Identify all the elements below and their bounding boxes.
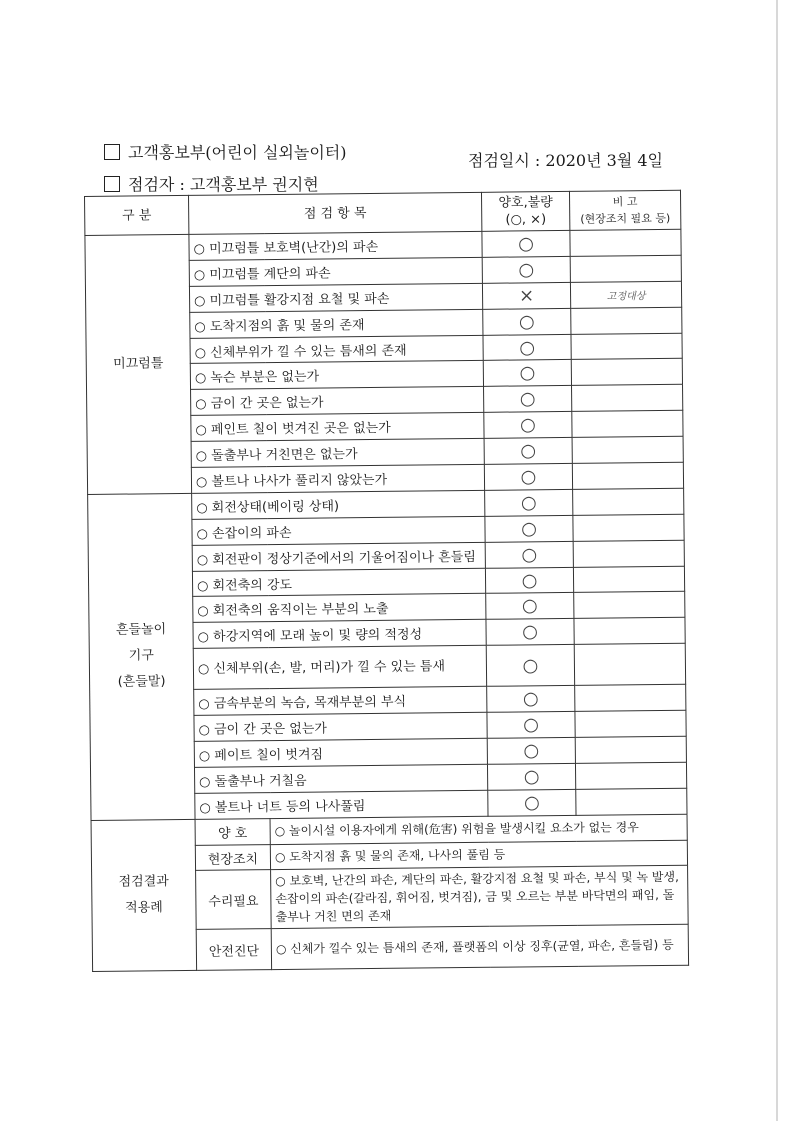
result-mark[interactable]: ○ [484, 386, 572, 413]
result-mark[interactable]: ○ [485, 489, 573, 516]
check-item: ○ 페이트 칠이 벗겨짐 [194, 738, 487, 767]
check-item: ○ 도착지점의 흙 및 물의 존재 [190, 309, 483, 338]
result-mark[interactable]: ○ [487, 763, 575, 790]
note-cell[interactable]: 고정대상 [570, 281, 681, 308]
note-cell[interactable] [573, 540, 684, 567]
check-item: ○ 금이 간 곳은 없는가 [194, 712, 487, 741]
result-mark[interactable]: ○ [487, 712, 575, 739]
result-mark[interactable]: × [482, 282, 570, 309]
section-category: 흔들놀이 기구 (흔들말) [88, 493, 195, 820]
note-cell[interactable] [575, 762, 686, 789]
result-description: ○ 신체가 낄수 있는 틈새의 존재, 플랫폼의 이상 징후(균열, 파손, 흔들림) 등 [271, 925, 688, 970]
note-cell[interactable] [576, 788, 687, 815]
check-item: ○ 회전상태(베이링 상태) [192, 490, 485, 519]
result-mark[interactable]: ○ [483, 334, 571, 361]
result-mark[interactable]: ○ [488, 789, 576, 816]
result-mark[interactable]: ○ [483, 360, 571, 387]
header-result: 양호,불량 (○, ×) [481, 191, 569, 231]
result-mark[interactable]: ○ [484, 438, 572, 465]
check-item: ○ 볼트나 너트 등의 나사풀림 [195, 790, 488, 819]
note-cell[interactable] [570, 255, 681, 282]
note-cell[interactable] [575, 710, 686, 737]
result-mark[interactable]: ○ [483, 308, 571, 335]
header-item: 점 검 항 목 [188, 192, 481, 234]
check-item: ○ 미끄럼틀 활강지점 요철 및 파손 [189, 283, 482, 312]
check-item: ○ 회전축의 움직이는 부분의 노출 [193, 594, 486, 623]
result-mark[interactable]: ○ [484, 412, 572, 439]
result-mark[interactable]: ○ [487, 737, 575, 764]
check-item: ○ 하강지역에 모래 높이 및 량의 적정성 [193, 620, 486, 649]
result-mark[interactable]: ○ [485, 541, 573, 568]
note-cell[interactable] [575, 684, 686, 711]
check-item: ○ 미끄럼틀 보호벽(난간)의 파손 [189, 231, 482, 260]
scan-edge-line [776, 0, 778, 1121]
result-mark[interactable]: ○ [482, 256, 570, 283]
note-cell[interactable] [573, 488, 684, 515]
note-cell[interactable] [574, 592, 685, 619]
check-item: ○ 금속부분의 녹슴, 목재부분의 부식 [194, 687, 487, 716]
check-item: ○ 미끄럼틀 계단의 파손 [189, 257, 482, 286]
result-description: ○ 놀이시설 이용자에게 위해(危害) 위험을 발생시킬 요소가 없는 경우 [270, 814, 687, 844]
check-item: ○ 신체부위(손, 발, 머리)가 낄 수 있는 틈새 [193, 646, 486, 690]
result-label: 수리필요 [196, 870, 272, 930]
check-item: ○ 돌출부나 거칠음 [194, 764, 487, 793]
check-item: ○ 회전축의 강도 [192, 568, 485, 597]
result-label: 안전진단 [196, 929, 271, 971]
check-item: ○ 페인트 칠이 벗겨진 곳은 없는가 [191, 413, 484, 442]
check-item: ○ 회전판이 정상기준에서의 기울어짐이나 흔들림 [192, 542, 485, 571]
section-category: 미끄럼틀 [85, 234, 192, 494]
note-cell[interactable] [574, 618, 685, 645]
result-mark[interactable]: ○ [482, 230, 570, 257]
note-cell[interactable] [572, 436, 683, 463]
note-cell[interactable] [572, 385, 683, 412]
inspector-line [104, 172, 319, 195]
facility-line [104, 140, 347, 163]
inspection-sheet [84, 190, 688, 984]
inspection-table [84, 190, 689, 973]
table-header-row [85, 190, 681, 235]
result-mark[interactable]: ○ [486, 645, 574, 687]
note-cell[interactable] [573, 566, 684, 593]
inspector-label: 점검자 : 고객홍보부 권지현 [128, 175, 319, 194]
result-mark[interactable]: ○ [486, 619, 574, 646]
result-label: 현장조치 [195, 844, 270, 871]
result-description: ○ 보호벽, 난간의 파손, 계단의 파손, 활강지점 요철 및 파손, 부식 및 녹 발생, 손잡이의 파손(갈라짐, 휘어짐, 벗겨짐), 금 및 오르는 부분 바닥면의 패임, 돌출부나 거친 면의 존재 [271, 866, 689, 929]
note-cell[interactable] [571, 359, 682, 386]
check-item: ○ 돌출부나 거친면은 없는가 [191, 438, 484, 467]
note-cell[interactable] [572, 410, 683, 437]
note-cell[interactable] [574, 643, 685, 685]
facility-label: 고객홍보부(어린이 실외놀이터) [128, 143, 347, 162]
note-cell[interactable] [575, 736, 686, 763]
result-label: 양 호 [195, 818, 270, 845]
result-mark[interactable]: ○ [486, 593, 574, 620]
check-item: ○ 볼트나 나사가 풀리지 않았는가 [191, 464, 484, 493]
header-note: 비 고 (현장조치 필요 등) [569, 190, 680, 230]
note-cell[interactable] [573, 514, 684, 541]
inspection-date: 점검일시 : 2020년 3월 4일 [468, 151, 664, 170]
result-mark[interactable]: ○ [484, 463, 572, 490]
checkbox-inspector[interactable] [104, 176, 120, 192]
result-mark[interactable]: ○ [485, 515, 573, 542]
result-description: ○ 도착지점 흙 및 물의 존재, 나사의 풀림 등 [270, 840, 687, 870]
note-cell[interactable] [570, 229, 681, 256]
result-mark[interactable]: ○ [487, 686, 575, 713]
checkbox-facility[interactable] [104, 144, 120, 160]
note-cell[interactable] [571, 333, 682, 360]
note-cell[interactable] [572, 462, 683, 489]
results-category: 점검결과 적용례 [91, 819, 197, 972]
note-cell[interactable] [571, 307, 682, 334]
check-item: ○ 금이 간 곳은 없는가 [191, 387, 484, 416]
check-item: ○ 손잡이의 파손 [192, 516, 485, 545]
result-mark[interactable]: ○ [485, 567, 573, 594]
check-item: ○ 녹슨 부분은 없는가 [190, 361, 483, 390]
header-category: 구 분 [85, 195, 189, 235]
check-item: ○ 신체부위가 낄 수 있는 틈새의 존재 [190, 335, 483, 364]
